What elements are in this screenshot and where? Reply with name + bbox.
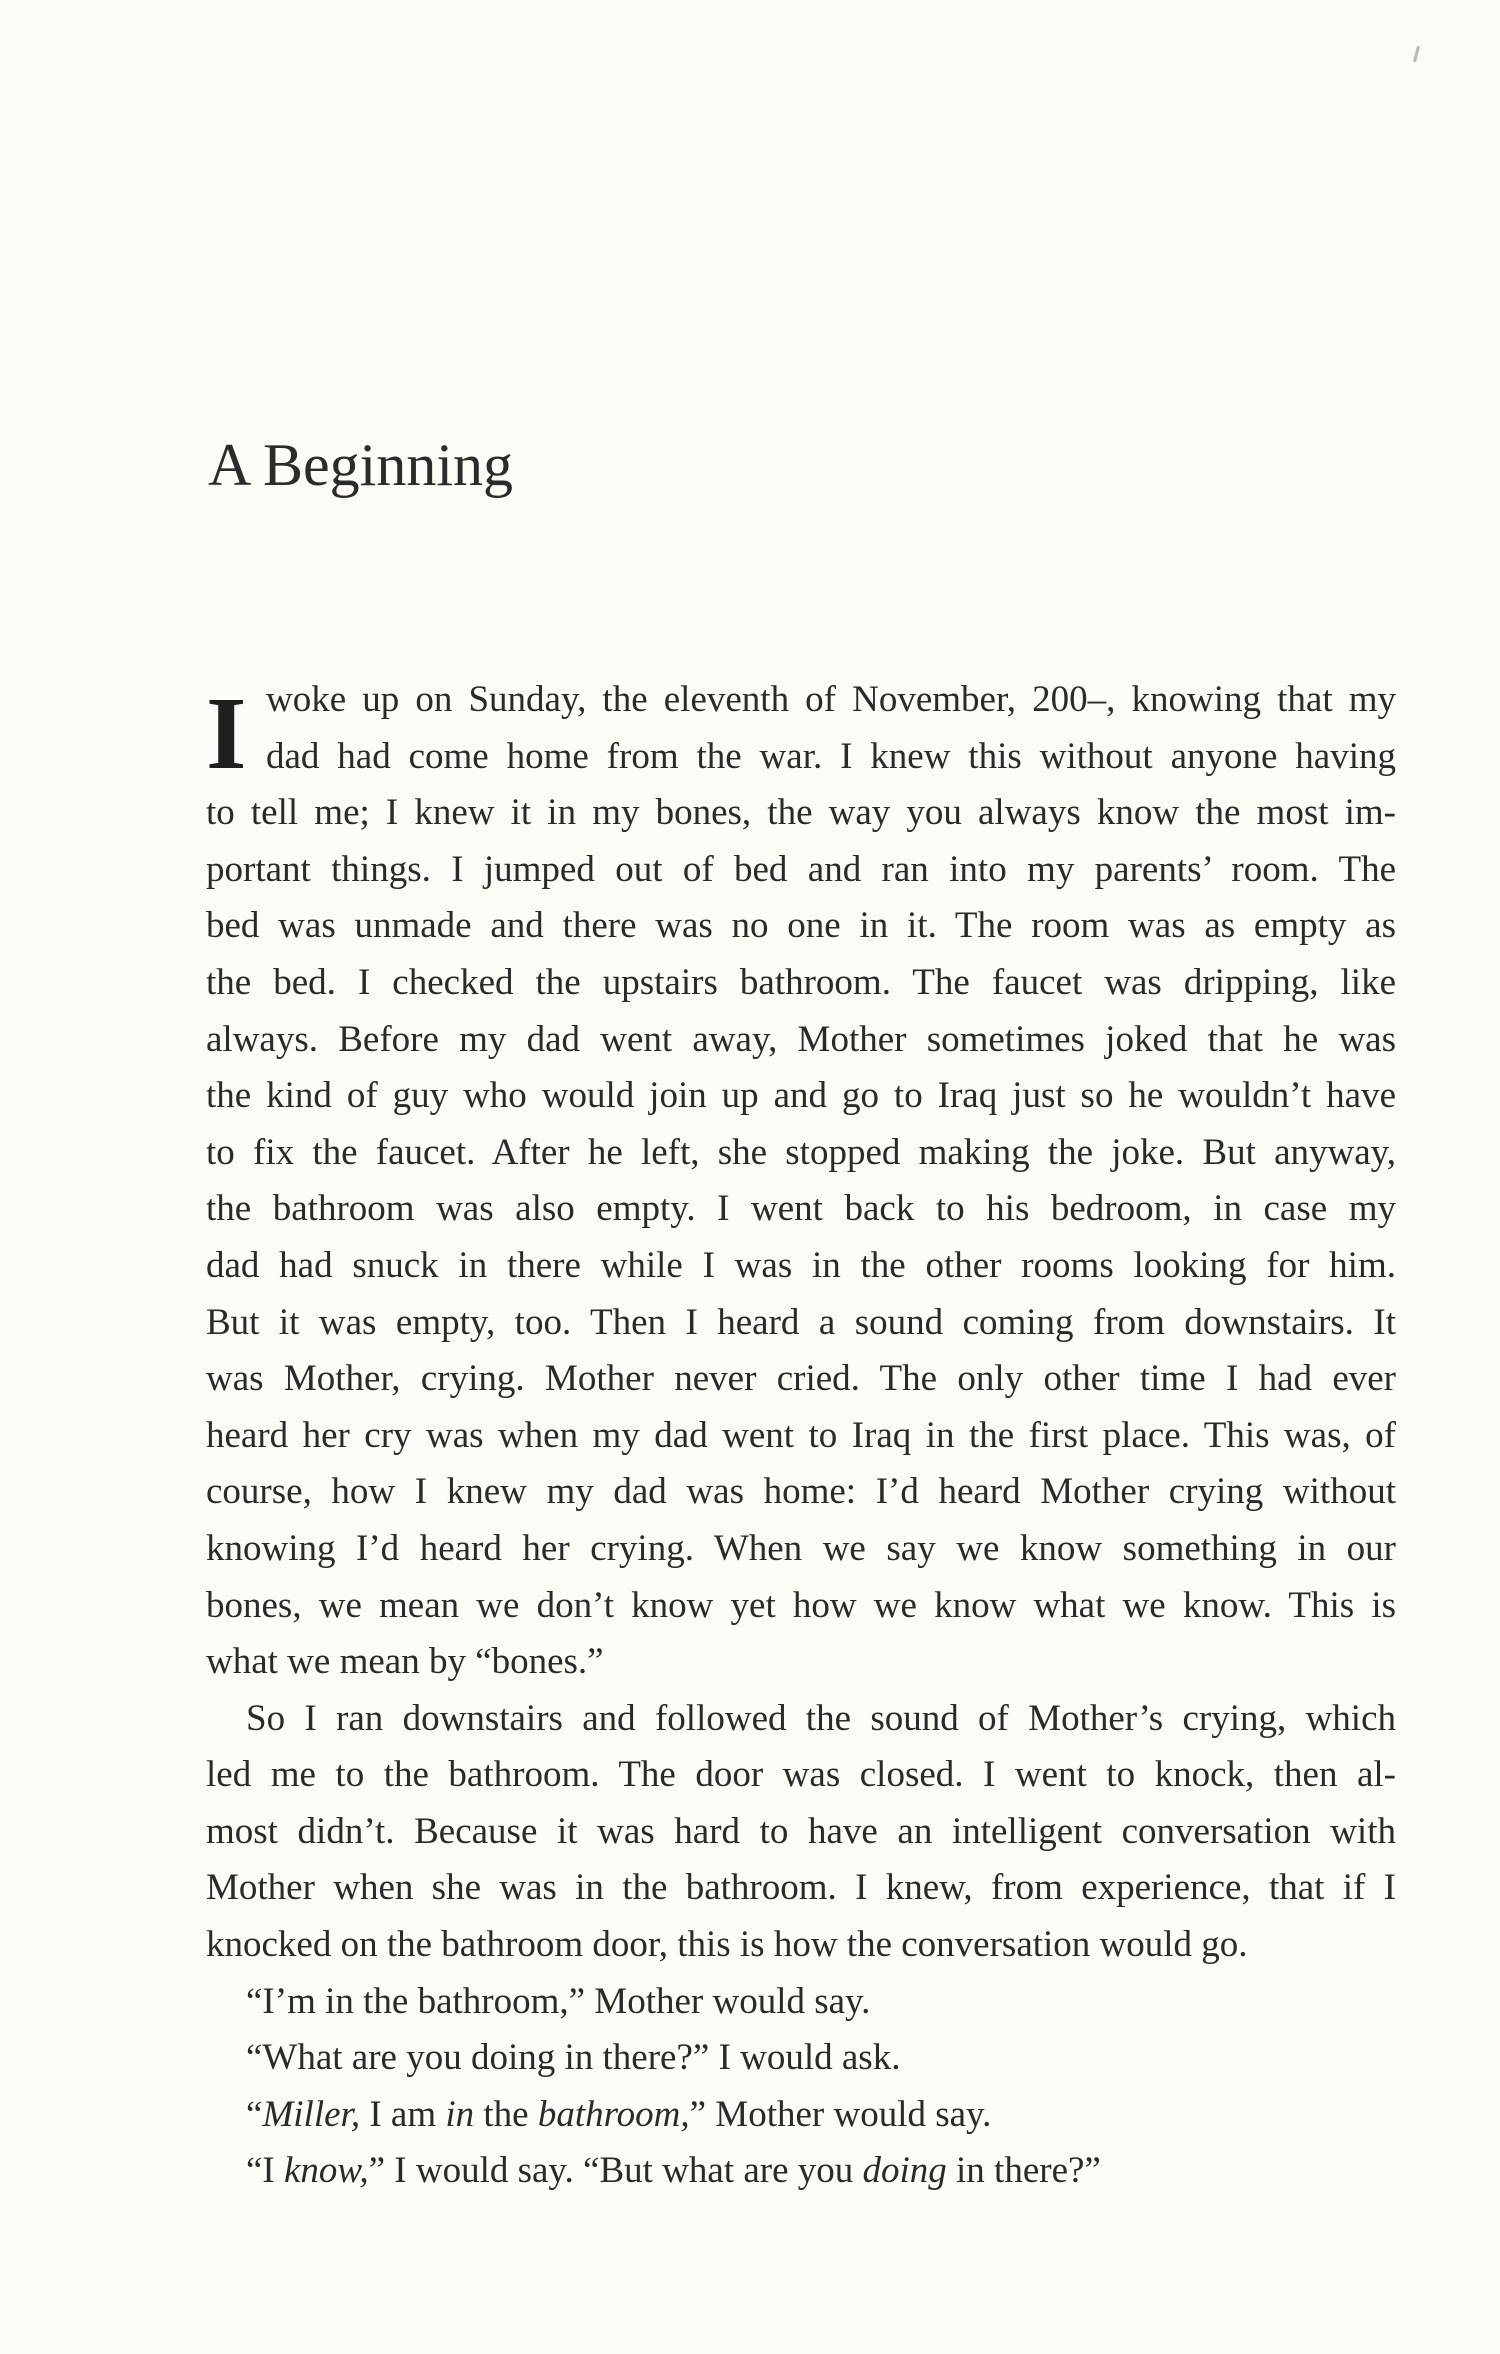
text-line: most didn’t. Because it was hard to have an intelligent conversation with [206,1810,1396,1852]
text-run: “I [246,2150,284,2192]
chapter-title: A Beginning [208,432,514,498]
italic-text: Miller, [262,2093,361,2135]
text-line: dad had come home from the war. I knew this without anyone having [266,735,1396,777]
text-line: led me to the bathroom. The door was closed. I went to knock, then al- [206,1754,1396,1796]
text-line: the bed. I checked the upstairs bathroom. The faucet was dripping, like [206,961,1396,1003]
dialog-line-3 [206,2087,1396,2144]
text-line: to tell me; I knew it in my bones, the way you always know the most im- [206,792,1396,834]
text-run: I am [360,2093,446,2135]
text-run: the [474,2093,538,2135]
text-line: the bathroom was also empty. I went back to his bedroom, in case my [206,1188,1396,1230]
text-line: But it was empty, too. Then I heard a sound coming from downstairs. It [206,1301,1396,1343]
text-line: portant things. I jumped out of bed and ran into my parents’ room. The [206,848,1396,890]
dialog-line-1: “I’m in the bathroom,” Mother would say. [246,1980,871,2022]
text-line: Mother when she was in the bathroom. I knew, from experience, that if I [206,1867,1396,1909]
text-line: So I ran downstairs and followed the sound of Mother’s crying, which [246,1697,1396,1739]
text-line: dad had snuck in there while I was in the other rooms looking for him. [206,1244,1396,1286]
text-line: knocked on the bathroom door, this is how the conversation would go. [206,1924,1248,1966]
paragraph-2 [206,1691,1396,1974]
text-run: “ [246,2093,263,2135]
body-text [206,672,1396,2200]
italic-text: in [445,2093,475,2135]
text-line: woke up on Sunday, the eleventh of November, 200–, knowing that my [266,679,1396,720]
text-line: always. Before my dad went away, Mother sometimes joked that he was [206,1018,1396,1060]
text-line: was Mother, crying. Mother never cried. The only other time I had ever [206,1358,1396,1400]
text-line: knowing I’d heard her crying. When we say we know something in our [206,1527,1396,1569]
drop-cap: I [206,676,247,791]
text-line: the kind of guy who would join up and go to Iraq just so he wouldn’t have [206,1075,1396,1117]
italic-text: doing [862,2150,947,2192]
italic-text: bathroom, [537,2093,690,2135]
text-line: to fix the faucet. After he left, she stopped making the joke. But anyway, [206,1131,1396,1173]
text-line: heard her cry was when my dad went to Iraq in the first place. This was, of [206,1414,1396,1456]
text-run: ” I would say. “But what are you [368,2150,863,2192]
text-line: bones, we mean we don’t know yet how we know what we know. This is [206,1584,1396,1626]
text-line: bed was unmade and there was no one in it. The room was as empty as [206,905,1396,947]
stray-ink-mark [1413,46,1420,62]
dialog-line-4 [206,2143,1396,2200]
text-line: course, how I knew my dad was home: I’d heard Mother crying without [206,1471,1396,1513]
italic-text: know, [284,2150,369,2192]
dialog-line-2: “What are you doing in there?” I would ask. [246,2037,901,2079]
text-line: what we mean by “bones.” [206,1641,604,1683]
text-run: ” Mother would say. [689,2093,992,2135]
paragraph-1 [206,672,1396,1691]
text-run: in there?” [946,2150,1101,2192]
